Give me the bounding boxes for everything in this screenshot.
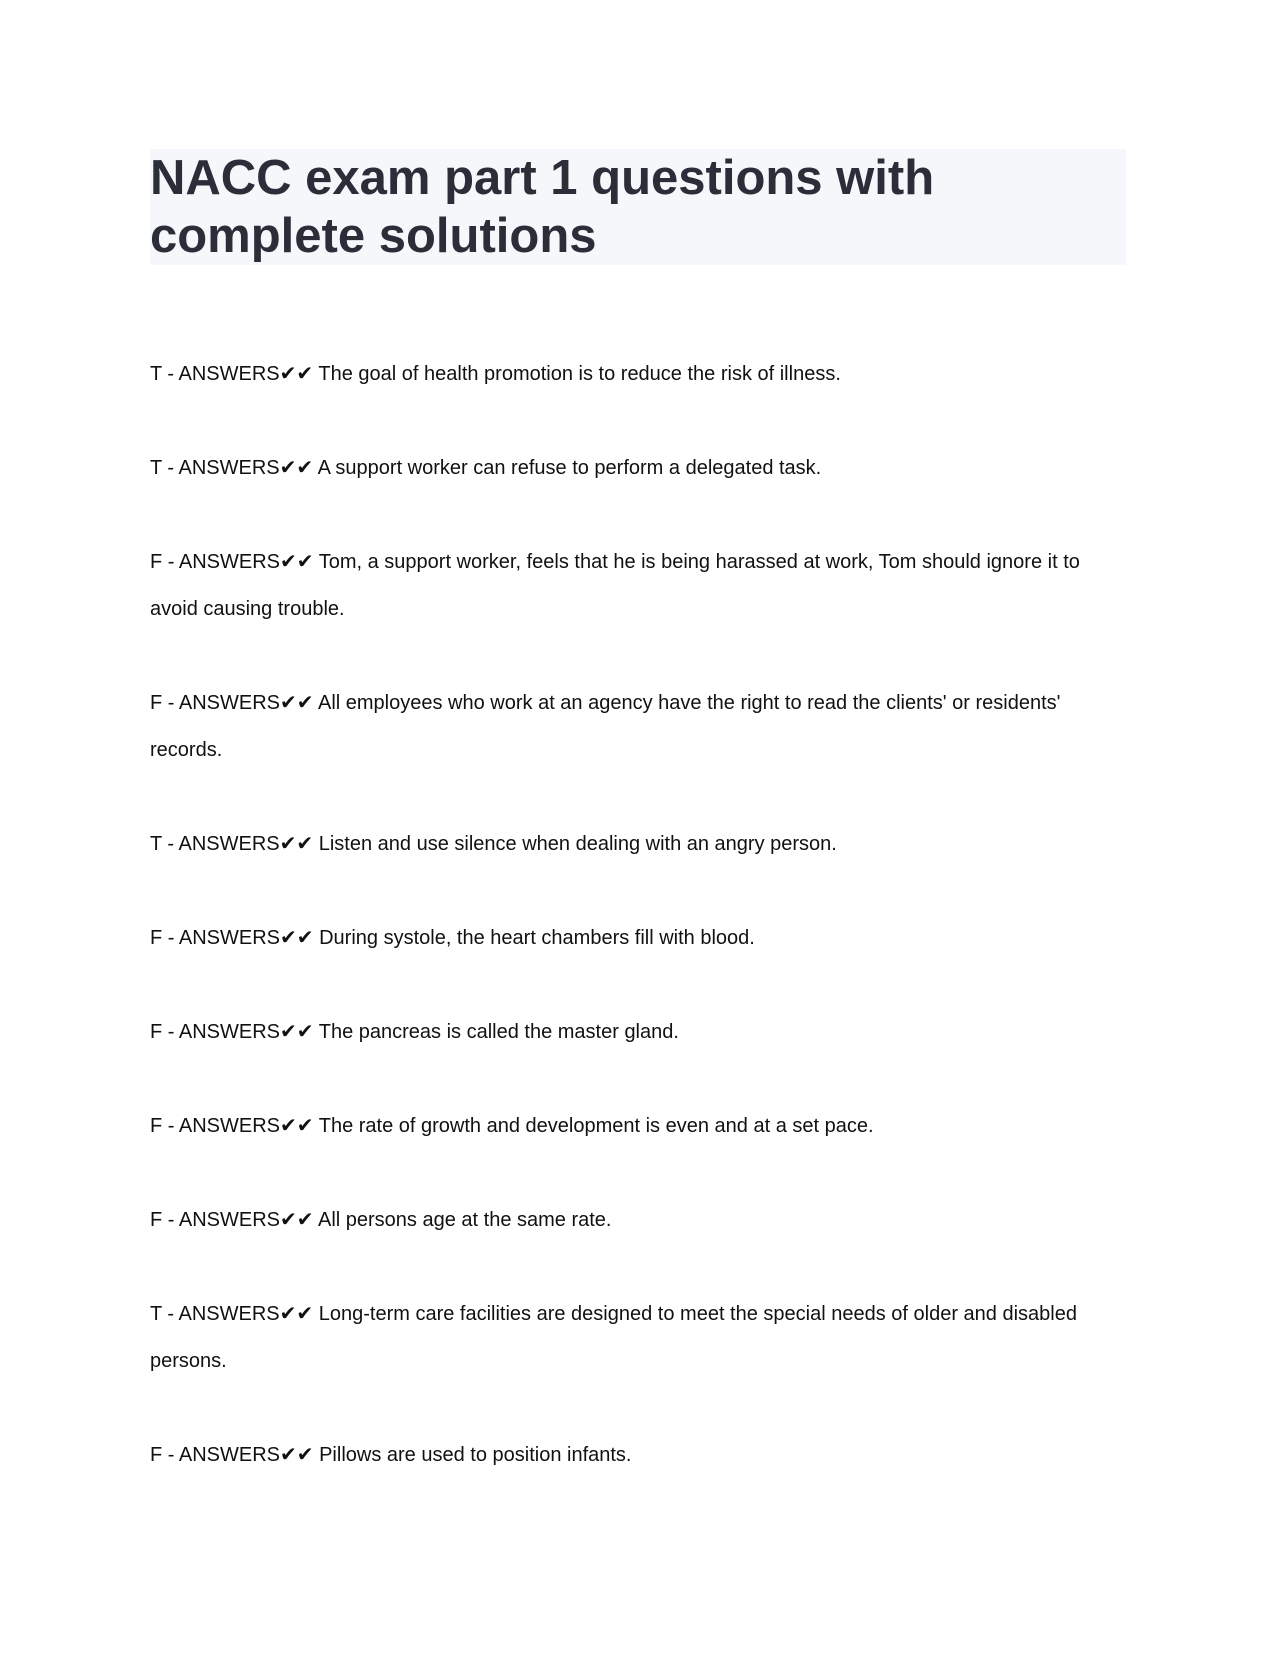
- checkmark-icon: ✔✔: [279, 833, 314, 855]
- checkmark-icon: ✔✔: [280, 1021, 314, 1043]
- qa-item: [150, 1009, 1080, 1056]
- checkmark-icon: ✔✔: [280, 1444, 314, 1466]
- question-text: Pillows are used to position infants.: [319, 1444, 632, 1466]
- question-text: Listen and use silence when dealing with an angry person.: [318, 833, 837, 855]
- qa-item: [150, 680, 1080, 774]
- answer-label: F - ANSWERS: [150, 1209, 281, 1231]
- answer-label: F - ANSWERS: [150, 692, 281, 714]
- answer-label: T - ANSWERS: [150, 457, 280, 479]
- qa-item: [150, 539, 1080, 633]
- answer-label: F - ANSWERS: [150, 1021, 281, 1043]
- answer-label: F - ANSWERS: [150, 551, 281, 573]
- qa-item: [150, 915, 1080, 962]
- question-text: During systole, the heart chambers fill with blood.: [319, 927, 755, 949]
- checkmark-icon: ✔✔: [279, 363, 314, 385]
- qa-item: [150, 1432, 1080, 1479]
- answer-label: F - ANSWERS: [150, 1444, 281, 1466]
- qa-item: [150, 351, 1080, 398]
- question-text: Tom, a support worker, feels that he is being harassed at work, Tom should ignore it to avoid causing trouble.: [150, 551, 1080, 620]
- question-text: All employees who work at an agency have the right to read the clients' or residents' records.: [150, 692, 1061, 761]
- answer-label: T - ANSWERS: [150, 833, 280, 855]
- question-text: The rate of growth and development is even and at a set pace.: [318, 1115, 874, 1137]
- checkmark-icon: ✔✔: [280, 927, 314, 949]
- title-block: [150, 149, 1126, 265]
- question-text: A support worker can refuse to perform a delegated task.: [317, 457, 822, 479]
- qa-item: [150, 1291, 1080, 1385]
- qa-item: [150, 1197, 1080, 1244]
- checkmark-icon: ✔✔: [279, 457, 314, 479]
- question-text: The pancreas is called the master gland.: [318, 1021, 679, 1043]
- qa-list: [150, 351, 1080, 1526]
- qa-item: [150, 821, 1080, 868]
- answer-label: T - ANSWERS: [150, 1303, 280, 1325]
- checkmark-icon: ✔✔: [280, 1209, 314, 1231]
- qa-item: [150, 445, 1080, 492]
- checkmark-icon: ✔✔: [280, 551, 314, 573]
- document-title: NACC exam part 1 questions with complete solutions: [150, 151, 935, 263]
- checkmark-icon: ✔✔: [279, 1303, 314, 1325]
- question-text: Long-term care facilities are designed to meet the special needs of older and disabled persons.: [150, 1303, 1077, 1372]
- question-text: The goal of health promotion is to reduce the risk of illness.: [318, 363, 841, 385]
- question-text: All persons age at the same rate.: [317, 1209, 612, 1231]
- checkmark-icon: ✔✔: [280, 1115, 314, 1137]
- answer-label: F - ANSWERS: [150, 927, 281, 949]
- answer-label: F - ANSWERS: [150, 1115, 281, 1137]
- checkmark-icon: ✔✔: [280, 692, 314, 714]
- answer-label: T - ANSWERS: [150, 363, 280, 385]
- qa-item: [150, 1103, 1080, 1150]
